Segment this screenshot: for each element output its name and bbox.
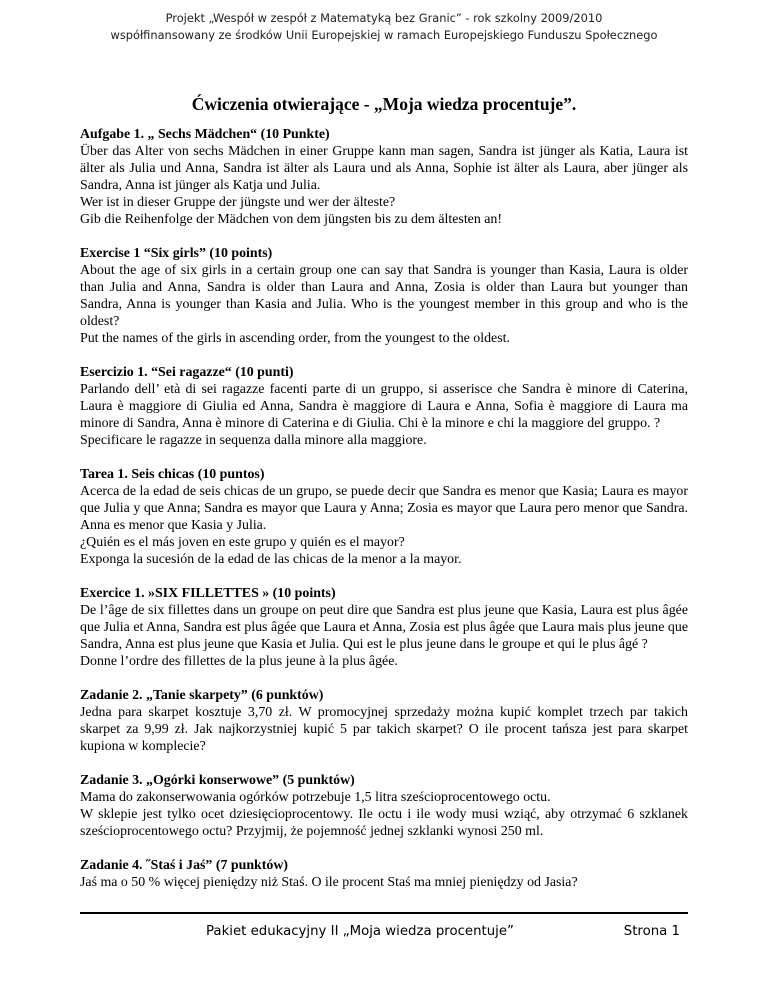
section-line: Exponga la sucesión de la edad de las chicas de la menor a la mayor. <box>80 552 462 567</box>
section-heading: Zadanie 2. „Tanie skarpety” (6 punktów) <box>80 688 324 703</box>
header-line-project: Projekt „Wespół w zespół z Matematyką bez Granic” - rok szkolny 2009/2010 <box>165 11 603 25</box>
section-line: Donne l’ordre des fillettes de la plus jeune à la plus âgée. <box>80 654 398 669</box>
header-line-funding: współfinansowany ze środków Unii Europejskiej w ramach Europejskiego Funduszu Społecznego <box>110 28 658 42</box>
section-paragraph: Jedna para skarpet kosztuje 3,70 zł. W promocyjnej sprzedaży można kupić komplet trzech par takich skarpet za 9,99 zł. Jak najkorzystniej kupić 5 par takich skarpet? O ile procent tańsza jest para skarpet kupiona w komplecie? <box>80 705 688 754</box>
section-paragraph: Mama do zakonserwowania ogórków potrzebuje 1,5 litra sześcioprocentowego octu. <box>80 790 551 805</box>
footer-title: Pakiet edukacyjny II „Moja wiedza procentuje” <box>206 924 514 939</box>
footer-divider <box>80 912 688 914</box>
section-line: Gib die Reihenfolge der Mädchen von dem jüngsten bis zu dem ältesten an! <box>80 212 503 227</box>
section-exercice-1 <box>80 585 688 670</box>
section-paragraph: Jaś ma o 50 % więcej pieniędzy niż Staś. O ile procent Staś ma mniej pieniędzy od Jasia? <box>80 875 578 890</box>
section-line: ¿Quién es el más joven en este grupo y quién es el mayor? <box>80 535 405 550</box>
section-paragraph: Über das Alter von sechs Mädchen in einer Gruppe kann man sagen, Sandra ist jünger als Katia, Laura ist älter als Julia und Anna, Sandra ist älter als Laura und als Anna, Sophie ist älter als Laura, aber jünger als Sandra, Anna ist jünger als Katja und Julia. <box>80 144 688 193</box>
section-exercise-1 <box>80 245 688 347</box>
section-heading: Esercizio 1. “Sei ragazze“ (10 punti) <box>80 365 294 380</box>
section-zadanie-4 <box>80 857 688 891</box>
page-header <box>0 10 768 44</box>
page-number: Strona 1 <box>623 924 680 939</box>
document-body <box>80 126 688 908</box>
section-line: Specificare le ragazze in sequenza dalla minore alla maggiore. <box>80 433 427 448</box>
section-paragraph: W sklepie jest tylko ocet dziesięcioprocentowy. Ile octu i ile wody musi wziąć, aby otrzymać 6 szklanek sześcioprocentowego octu? Przyjmij, że pojemność jednej szklanki wynosi 250 ml. <box>80 807 688 839</box>
section-paragraph: About the age of six girls in a certain group one can say that Sandra is younger than Kasia, Laura is older than Julia and Anna, Sandra is older than Laura and Anna, Zosia is older than Laura but younger than Sandra, Anna is younger than Kasia and Julia. Who is the youngest member in this group and who is the oldest? <box>80 263 688 329</box>
section-heading: Tarea 1. Seis chicas (10 puntos) <box>80 467 265 482</box>
section-heading: Aufgabe 1. „ Sechs Mädchen“ (10 Punkte) <box>80 127 330 142</box>
section-line: Put the names of the girls in ascending order, from the youngest to the oldest. <box>80 331 510 346</box>
section-paragraph: Acerca de la edad de seis chicas de un grupo, se puede decir que Sandra es menor que Kasia; Laura es mayor que Julia y que Anna; Sandra es mayor que Laura y Anna; Zosia es mayor que Laura pero menor que Sandra. Anna es menor que Kasia y Julia. <box>80 484 688 533</box>
section-aufgabe-1 <box>80 126 688 228</box>
section-heading: Zadanie 3. „Ogórki konserwowe” (5 punktów) <box>80 773 355 788</box>
section-heading: Exercice 1. »SIX FILLETTES » (10 points) <box>80 586 336 601</box>
page-title: Ćwiczenia otwierające - „Moja wiedza procentuje”. <box>191 94 577 114</box>
section-zadanie-3 <box>80 772 688 840</box>
section-zadanie-2 <box>80 687 688 755</box>
section-heading: Zadanie 4. ˝Staś i Jaś” (7 punktów) <box>80 858 289 873</box>
section-paragraph: De l’âge de six fillettes dans un groupe on peut dire que Sandra est plus jeune que Kasia, Laura est plus âgée que Julia et Anna, Sandra est plus âgée que Laura et Anna, Zosia est plus âgée que Laura mais plus jeune que Sandra, Anna est plus jeune que Kasia et Julia. Qui est le plus jeune dans le groupe et qui le plus âgé ? <box>80 603 688 652</box>
section-paragraph: Parlando dell’ età di sei ragazze facenti parte di un gruppo, si asserisce che Sandra è minore di Caterina, Laura è maggiore di Giulia ed Anna, Sandra è maggiore di Laura e Anna, Sofia è maggiore di Laura ma minore di Sandra, Anna è minore di Caterina e di Giulia. Chi è la minore e chi la maggiore del gruppo. ? <box>80 382 688 431</box>
section-heading: Exercise 1 “Six girls” (10 points) <box>80 246 273 261</box>
section-line: Wer ist in dieser Gruppe der jüngste und wer der älteste? <box>80 195 396 210</box>
section-esercizio-1 <box>80 364 688 449</box>
section-tarea-1 <box>80 466 688 568</box>
